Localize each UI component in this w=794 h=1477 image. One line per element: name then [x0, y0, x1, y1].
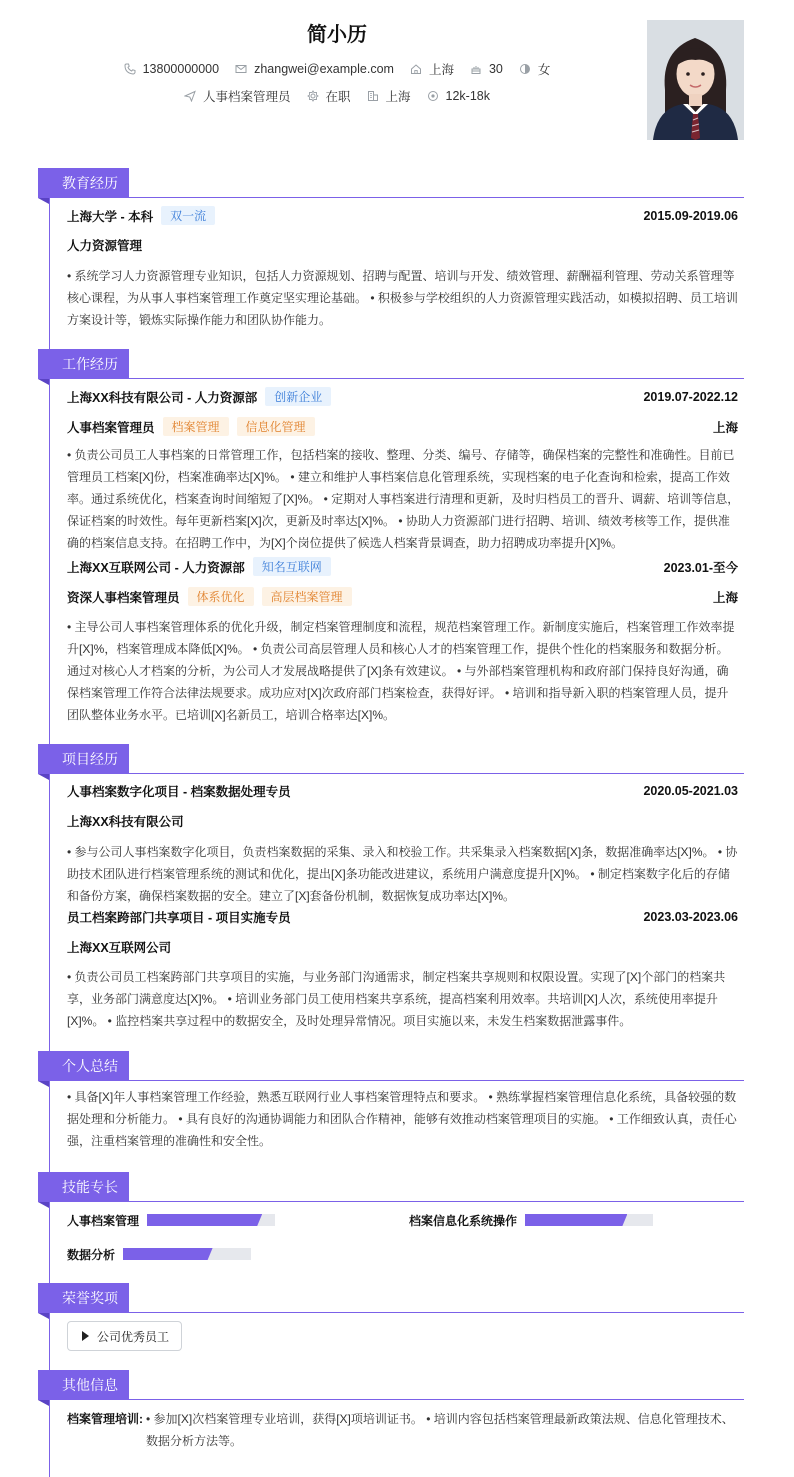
education-row: [67, 206, 738, 225]
work-date: 2023.01-至今: [663, 560, 738, 575]
education-section-header: [38, 168, 744, 198]
section-fold-decor: [38, 1400, 49, 1406]
salary-text: 12k-18k: [445, 89, 491, 103]
work-location: 上海: [712, 420, 738, 435]
work-company-tag: 创新企业: [265, 387, 331, 406]
work-date: 2019.07-2022.12: [643, 389, 738, 404]
project-company-row: [67, 938, 738, 956]
section-fold-decor: [38, 1081, 49, 1087]
mail-icon: [235, 63, 247, 75]
work-location: 上海: [712, 590, 738, 605]
summary-text: • 具备[X]年人事档案管理工作经验，熟悉互联网行业人事档案管理特点和要求。 • 熟练掌握档案管理信息化系统，具备较强的数据处理和分析能力。 • 具有良好的沟通协调能力和团队合作精神，能够有效推动档案管理项目的实施。 • 工作细致认真，责任心强，注重档案管理的准确性和安全性。: [67, 1090, 737, 1148]
gender-text: 女: [537, 63, 551, 77]
email-text: zhangwei@example.com: [254, 62, 394, 76]
project-date: 2020.05-2021.03: [643, 784, 738, 798]
job-text: 人事档案管理员: [202, 90, 291, 104]
project-date: 2023.03-2023.06: [643, 910, 738, 924]
building-icon: [367, 90, 379, 102]
work-skill-tag: 高层档案管理: [262, 587, 352, 606]
play-icon: [82, 1331, 89, 1341]
major-name: 人力资源管理: [67, 239, 143, 253]
project-company: 上海XX互联网公司: [67, 941, 172, 955]
job-intent-row: [0, 87, 674, 105]
education-date: 2015.09-2019.06: [643, 208, 738, 223]
status-info: [307, 87, 351, 105]
phone-info: [124, 62, 219, 76]
work-skill-tag: 信息化管理: [237, 417, 315, 436]
work-section-title: 工作经历: [38, 349, 129, 379]
other-text: • 参加[X]次档案管理专业培训，获得[X]项培训证书。 • 培训内容包括档案管理最新政策法规、信息化管理技术、数据分析方法等。: [146, 1412, 734, 1448]
section-fold-decor: [38, 774, 49, 780]
work-company-tag: 知名互联网: [253, 557, 331, 576]
work-skill-tag: 体系优化: [188, 587, 254, 606]
project-title: 人事档案数字化项目 - 档案数据处理专员: [67, 785, 291, 799]
work-position: 人事档案管理员: [67, 420, 155, 435]
work-position: 资深人事档案管理员: [67, 590, 180, 605]
city-text: 上海: [428, 63, 454, 77]
candidate-name: 简小历: [307, 24, 367, 46]
work-company: 上海XX互联网公司 - 人力资源部: [67, 560, 245, 575]
email-info: [235, 62, 394, 76]
school-name: 上海大学 - 本科: [67, 209, 154, 224]
skills-section-title: 技能专长: [38, 1172, 129, 1202]
work-description: • 主导公司人事档案管理体系的优化升级，制定档案管理制度和流程，规范档案管理工作。新制度实施后，档案管理工作效率提升[X]%，档案管理成本降低[X]%。 • 负责公司高层管理人员和核心人才的档案管理工作，提供个性化的档案服务和数据分析。通过对核心人才档案的分析，为公司人才发展战略提供了[X]条有效建议。 • 与外部档案管理机构和政府部门保持良好沟通，确保档案管理工作符合法律法规要求。成功应对[X]次政府部门档案检查，获得好评。 • 培训和指导新入职的档案管理人员，提升团队整体业务水平。已培训[X]名新员工，培训合格率达[X]%。: [67, 620, 735, 722]
project-description: • 负责公司员工档案跨部门共享项目的实施，与业务部门沟通需求，制定档案共享规则和权限设置。实现了[X]个部门的档案共享，业务部门满意度达[X]%。 • 培训业务部门员工使用档案共享系统，提高档案利用效率。共培训[X]人次，系统使用率提升[X]%。 • 监控档案共享过程中的数据安全，及时处理异常情况。项目实施以来，未发生档案数据泄露事件。: [67, 970, 726, 1028]
work-section-header: [38, 349, 744, 379]
home-icon: [410, 63, 422, 75]
skills-section-header: [38, 1172, 744, 1202]
award-label: 公司优秀员工: [97, 1329, 170, 1344]
age-info: [470, 62, 503, 76]
phone-text: 13800000000: [142, 62, 220, 76]
other-label: 档案管理培训:: [67, 1412, 143, 1426]
project-company-row: [67, 812, 738, 830]
salary-info: [427, 89, 490, 103]
project-section-header: [38, 744, 744, 774]
skill-name: 人事档案管理: [67, 1214, 140, 1228]
profile-photo: [647, 20, 744, 140]
target-city-info: [367, 87, 411, 105]
resume-header: [0, 0, 794, 150]
project-section-title: 项目经历: [38, 744, 129, 774]
contact-row: [0, 60, 674, 78]
phone-icon: [124, 63, 136, 75]
section-fold-decor: [38, 198, 49, 204]
work-skill-tag: 档案管理: [163, 417, 229, 436]
skill-bar-fill: [525, 1214, 627, 1226]
work-company-row: [67, 387, 738, 406]
section-fold-decor: [38, 379, 49, 385]
job-info: [184, 87, 291, 105]
work-position-row: [67, 587, 738, 606]
other-section-header: [38, 1370, 744, 1400]
cake-icon: [470, 63, 482, 75]
skill-bar: [123, 1248, 251, 1260]
skill-bar: [147, 1214, 275, 1226]
work-company-row: [67, 557, 738, 576]
send-icon: [184, 90, 196, 102]
education-description: • 系统学习人力资源管理专业知识，包括人力资源规划、招聘与配置、培训与开发、绩效管理、薪酬福利管理、劳动关系管理等核心课程，为从事人事档案管理工作奠定坚实理论基础。 • 积极参与学校组织的人力资源管理实践活动，如模拟招聘、员工培训方案设计等，锻炼实际操作能力和团队协作能力。: [67, 269, 738, 327]
section-fold-decor: [38, 1313, 49, 1319]
gear-icon: [307, 90, 319, 102]
awards-section-title: 荣誉奖项: [38, 1283, 129, 1313]
gender-icon: [519, 63, 531, 75]
project-company: 上海XX科技有限公司: [67, 815, 184, 829]
summary-section-header: [38, 1051, 744, 1081]
skill-bar: [525, 1214, 653, 1226]
project-description: • 参与公司人事档案数字化项目，负责档案数据的采集、录入和校验工作。共采集录入档案数据[X]条，数据准确率达[X]%。 • 协助技术团队进行档案管理系统的测试和优化，提出[X]条功能改进建议，系统用户满意度提升[X]%。 • 制定档案数字化后的存储和备份方案，确保档案数据的安全。建立了[X]套备份机制，数据恢复成功率达[X]%。: [67, 845, 738, 903]
target-city-text: 上海: [385, 90, 411, 104]
skill-bar-fill: [147, 1214, 262, 1226]
project-title-row: [67, 782, 738, 800]
major-row: [67, 236, 738, 254]
summary-section-title: 个人总结: [38, 1051, 129, 1081]
coin-icon: [427, 90, 439, 102]
skill-bar-fill: [123, 1248, 213, 1260]
school-tag: 双一流: [161, 206, 215, 225]
gender-info: [519, 60, 551, 78]
education-section-title: 教育经历: [38, 168, 129, 198]
status-text: 在职: [325, 90, 351, 104]
city-info: [410, 60, 454, 78]
award-item[interactable]: [67, 1321, 182, 1351]
work-position-row: [67, 417, 738, 436]
project-title-row: [67, 908, 738, 926]
section-fold-decor: [38, 1202, 49, 1208]
work-company: 上海XX科技有限公司 - 人力资源部: [67, 390, 258, 405]
skill-name: 数据分析: [67, 1248, 116, 1262]
work-description: • 负责公司员工人事档案的日常管理工作，包括档案的接收、整理、分类、编号、存储等，确保档案的完整性和准确性。目前已管理员工档案[X]份，档案准确率达[X]%。 • 建立和维护人事档案信息化管理系统，实现档案的电子化查询和检索，提高工作效率。通过系统优化，档案查询时间缩短了[X]%。 • 定期对人事档案进行清理和更新，及时归档员工的晋升、调薪、培训等信息，保证档案的时效性。每年更新档案[X]次，更新及时率达[X]%。 • 协助人力资源部门进行招聘、培训、绩效考核等工作，提供准确的档案信息支持。在招聘工作中，为[X]个岗位提供了候选人档案背景调查，助力招聘成功率提升[X]%。: [67, 448, 740, 550]
awards-section-header: [38, 1283, 744, 1313]
skill-name: 档案信息化系统操作: [409, 1214, 518, 1228]
project-title: 员工档案跨部门共享项目 - 项目实施专员: [67, 911, 291, 925]
other-section-title: 其他信息: [38, 1370, 129, 1400]
age-text: 30: [488, 62, 503, 76]
